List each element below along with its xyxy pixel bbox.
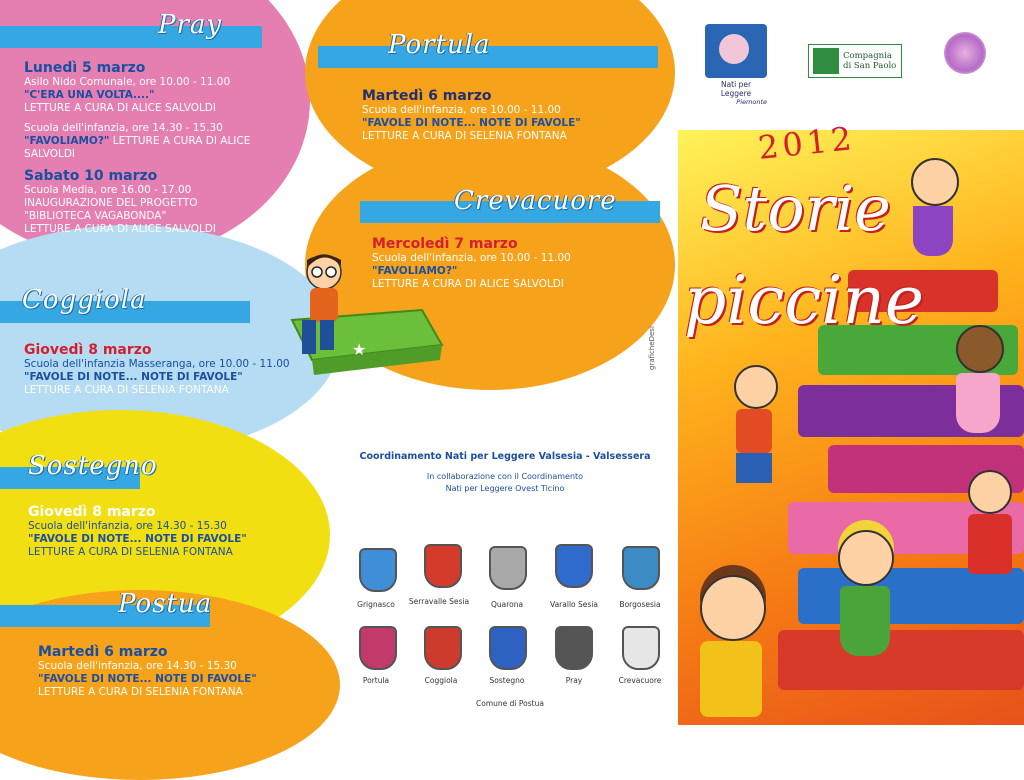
pray-line-2: Scuola dell'infanzia, ore 14.30 - 15.30 [24,122,223,134]
npl-book-icon [705,24,767,78]
crest-quarona-icon [489,546,527,590]
pray-credit-2: LETTURE A CURA DI ALICE SALVOLDI [24,135,251,160]
coggiola-town-title: Coggiola [22,285,147,315]
collaboration-line-2: Nati per Leggere Ovest Ticino [445,484,565,493]
portula-date: Martedì 6 marzo [362,88,492,104]
crest-label-varallo: Varallo Sesia [550,600,598,609]
coggiola-date: Giovedì 8 marzo [24,342,152,358]
crest-coggiola-icon [424,626,462,670]
pray-band [0,26,262,48]
crest-label-pray: Pray [565,676,583,685]
postua-date: Martedì 6 marzo [38,644,168,660]
postua-credit: LETTURE A CURA DI SELENIA FONTANA [38,686,243,698]
cover-title-line1: Storie [700,172,891,245]
crest-label-crevacuore: Crevacuore [618,676,662,685]
crevacuore-town-title: Crevacuore [454,186,617,216]
csp-mark-icon [813,48,839,74]
vertical-credit: graficheDesi [648,326,656,370]
coggiola-title: "FAVOLE DI NOTE... NOTE DI FAVOLE" [24,371,243,383]
crest-label-quarona: Quarona [490,600,524,609]
flower-logo-icon [944,32,986,74]
collaboration-line-1: In collaborazione con il Coordinamento [426,472,584,481]
sostegno-title: "FAVOLE DI NOTE... NOTE DI FAVOLE" [28,533,247,545]
crest-label-portula: Portula [362,676,390,685]
cover-year: 2012 [756,119,858,167]
crest-label-serravalle: Serravalle Sesia [408,597,470,606]
crest-label-sostegno: Sostegno [489,676,525,685]
npl-logo-line2: Piemonte [736,98,767,106]
logo-compagnia-san-paolo [808,44,902,78]
crevacuore-line: Scuola dell'infanzia, ore 10.00 - 11.00 [372,252,571,264]
crests-footer: Comune di Postua [476,699,544,708]
crest-pray-icon [555,626,593,670]
crest-borgosesia-icon [622,546,660,590]
pray-town-title: Pray [158,10,223,40]
pray-line-1: Asilo Nido Comunale, ore 10.00 - 11.00 [24,76,231,88]
sostegno-date: Giovedì 8 marzo [28,504,156,520]
crest-label-coggiola: Coggiola [424,676,458,685]
crevacuore-date: Mercoledì 7 marzo [372,236,518,252]
pray-line-3a: Scuola Media, ore 16.00 - 17.00 [24,184,192,196]
pray-line-3b: INAUGURAZIONE DEL PROGETTO [24,197,198,209]
crest-sostegno-icon [489,626,527,670]
portula-town-title: Portula [388,30,491,60]
sostegno-credit: LETTURE A CURA DI SELENIA FONTANA [28,546,233,558]
sostegno-section [28,504,318,559]
pray-line-3c: "BIBLIOTECA VAGABONDA" [24,210,167,222]
cover-title-line2: piccine [684,262,924,339]
boy-right-illustration [968,470,1024,580]
pray-credit-3: LETTURE A CURA DI ALICE SALVOLDI [24,223,216,235]
svg-text:★: ★ [352,340,367,359]
crest-serravalle-icon [424,544,462,588]
coggiola-credit: LETTURE A CURA DI SELENIA FONTANA [24,384,229,396]
portula-line: Scuola dell'infanzia, ore 10.00 - 11.00 [362,104,561,116]
boy-on-book-illustration [272,250,452,380]
sostegno-town-title: Sostegno [28,451,158,481]
crest-crevacuore-icon [622,626,660,670]
coggiola-line: Scuola dell'infanzia Masseranga, ore 10.00 - 11.00 [24,358,290,370]
pray-credit-1: LETTURE A CURA DI ALICE SALVOLDI [24,102,216,114]
pray-title-2: "FAVOLIAMO?" [24,135,110,147]
crest-varallo-icon [555,544,593,588]
coordination-heading: Coordinamento Nati per Leggere Valsesia - Valsessera [359,451,651,462]
csp-logo-line2: di San Paolo [843,61,897,71]
boy-climbing-illustration [734,365,794,485]
sostegno-line: Scuola dell'infanzia, ore 14.30 - 15.30 [28,520,227,532]
crevacuore-title: "FAVOLIAMO?" [372,265,458,277]
boy-bottom-illustration [700,575,786,725]
pray-section [24,60,304,236]
girl-yellow-illustration [838,530,908,690]
postua-section [38,644,328,699]
crest-label-borgosesia: Borgosesia [619,600,661,609]
portula-section [362,88,652,143]
pray-date-1: Lunedì 5 marzo [24,60,146,76]
portula-credit: LETTURE A CURA DI SELENIA FONTANA [362,130,567,142]
girl-pink-illustration [946,325,1008,445]
npl-logo-line1: Nati per Leggere [720,80,752,98]
crest-grignasco-icon [359,548,397,592]
crevacuore-credit: LETTURE A CURA DI ALICE SALVOLDI [372,278,564,290]
csp-logo-line1: Compagnia [843,51,892,61]
crest-portula-icon [359,626,397,670]
pray-date-3: Sabato 10 marzo [24,168,158,184]
girl-top-illustration [903,158,963,268]
portula-title: "FAVOLE DI NOTE... NOTE DI FAVOLE" [362,117,581,129]
postua-line: Scuola dell'infanzia, ore 14.30 - 15.30 [38,660,237,672]
crest-label-grignasco: Grignasco [357,600,395,609]
pray-title-1: "C'ERA UNA VOLTA...." [24,89,155,101]
postua-title: "FAVOLE DI NOTE... NOTE DI FAVOLE" [38,673,257,685]
logo-nati-per-leggere [705,24,767,106]
postua-town-title: Postua [118,589,213,619]
